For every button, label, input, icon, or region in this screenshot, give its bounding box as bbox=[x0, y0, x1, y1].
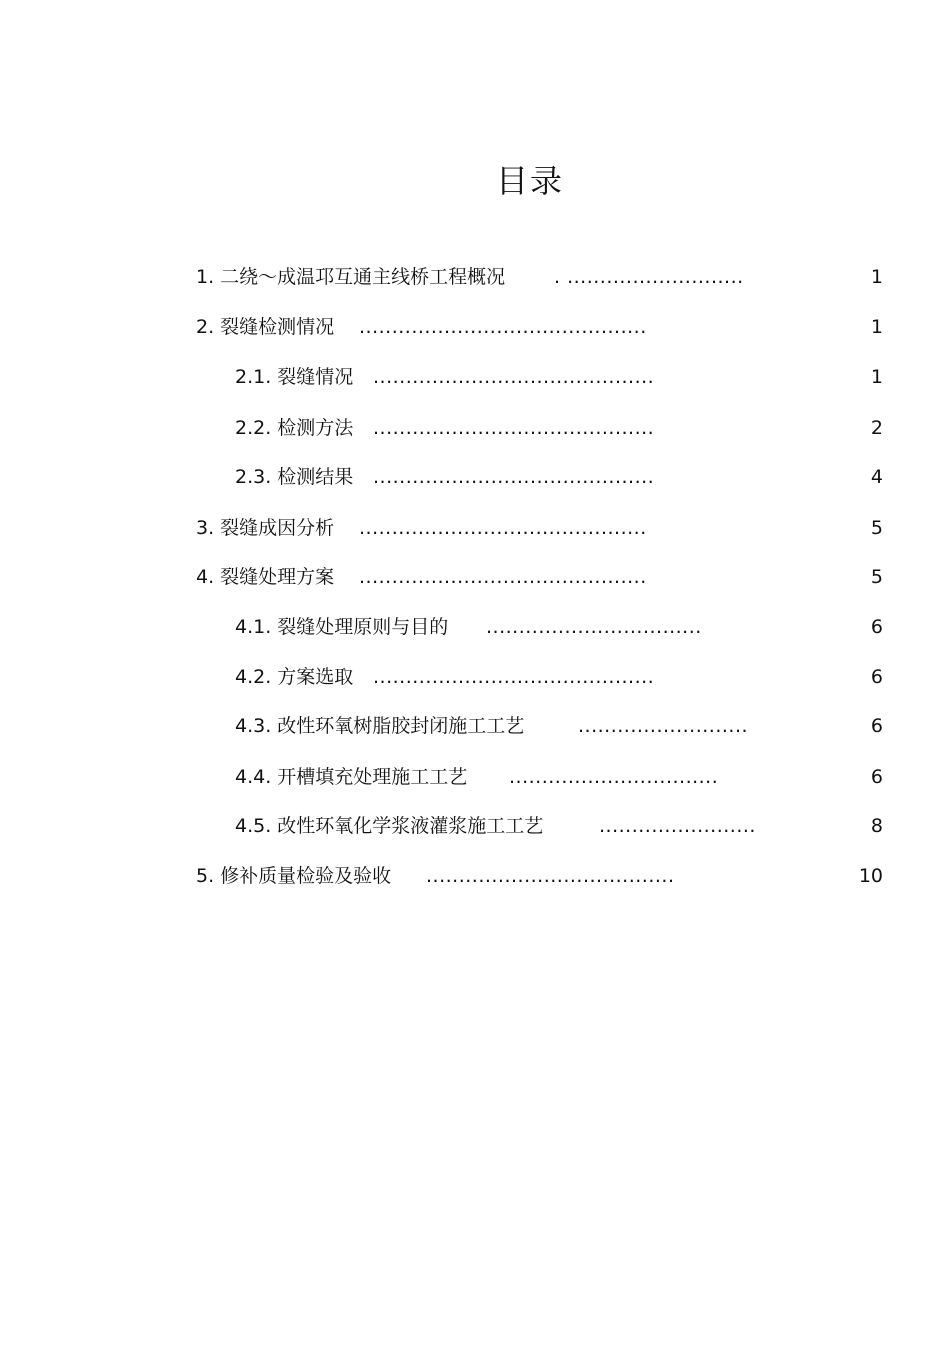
page-number: 1 bbox=[870, 316, 883, 338]
section-title: 二绕～成温邛互通主线桥工程概况 bbox=[220, 266, 506, 288]
toc-entry-label bbox=[235, 463, 353, 491]
toc-entry-4-3[interactable] bbox=[0, 712, 950, 740]
section-number: 4.1. bbox=[235, 616, 272, 638]
section-title: 裂缝情况 bbox=[277, 366, 354, 388]
page-number: 5 bbox=[870, 566, 883, 588]
toc-entry-label bbox=[235, 613, 448, 641]
section-number: 4.4. bbox=[235, 766, 272, 788]
section-title: 修补质量检验及验收 bbox=[220, 865, 392, 887]
toc-entry-4-2[interactable] bbox=[0, 663, 950, 691]
toc-entry-5[interactable] bbox=[0, 862, 950, 890]
toc-entry-4-4[interactable] bbox=[0, 763, 950, 791]
section-title: 检测方法 bbox=[277, 417, 354, 439]
page-number: 2 bbox=[870, 417, 883, 439]
dot-leader: ........................................... bbox=[373, 666, 655, 688]
dot-leader: ................................ bbox=[509, 766, 719, 788]
dot-leader: ............................................ bbox=[359, 517, 647, 539]
toc-entry-3[interactable] bbox=[0, 514, 950, 542]
toc-entry-2-1[interactable] bbox=[0, 363, 950, 391]
section-title: 裂缝检测情况 bbox=[220, 316, 335, 338]
toc-entry-label bbox=[235, 763, 467, 791]
section-number: 4.2. bbox=[235, 666, 272, 688]
toc-entry-2[interactable] bbox=[0, 313, 950, 341]
dot-leader: ................................. bbox=[486, 616, 702, 638]
section-title: 裂缝成因分析 bbox=[220, 517, 335, 539]
section-number: 2. bbox=[196, 316, 215, 338]
section-title: 裂缝处理原则与目的 bbox=[277, 616, 449, 638]
page-number: 6 bbox=[870, 766, 883, 788]
page-number: 6 bbox=[870, 616, 883, 638]
toc-entry-label bbox=[235, 663, 353, 691]
dot-leader: ........................................... bbox=[373, 366, 655, 388]
page-number: 4 bbox=[870, 466, 883, 488]
toc-entry-label bbox=[196, 862, 391, 890]
page-number: 6 bbox=[870, 666, 883, 688]
dot-leader: ........................ bbox=[599, 815, 756, 837]
page-number: 10 bbox=[858, 865, 883, 887]
dot-leader: . ........................... bbox=[554, 266, 744, 288]
page-number: 6 bbox=[870, 715, 883, 737]
toc-entry-label bbox=[235, 812, 543, 840]
section-number: 4. bbox=[196, 566, 215, 588]
page-number: 8 bbox=[870, 815, 883, 837]
toc-entry-2-2[interactable] bbox=[0, 414, 950, 442]
section-title: 方案选取 bbox=[277, 666, 354, 688]
section-number: 2.2. bbox=[235, 417, 272, 439]
dot-leader: .......................... bbox=[578, 715, 749, 737]
toc-entry-label bbox=[235, 712, 524, 740]
toc-entry-label bbox=[235, 363, 353, 391]
toc-entry-label bbox=[235, 414, 353, 442]
section-number: 2.3. bbox=[235, 466, 272, 488]
section-title: 开槽填充处理施工工艺 bbox=[277, 766, 468, 788]
section-title: 改性环氧树脂胶封闭施工工艺 bbox=[277, 715, 525, 737]
toc-entry-label bbox=[196, 313, 334, 341]
section-title: 改性环氧化学浆液灌浆施工工艺 bbox=[277, 815, 544, 837]
section-title: 裂缝处理方案 bbox=[220, 566, 335, 588]
dot-leader: ........................................... bbox=[373, 417, 655, 439]
page-number: 1 bbox=[870, 366, 883, 388]
dot-leader: ...................................... bbox=[426, 865, 675, 887]
toc-title: 目录 bbox=[495, 162, 564, 200]
section-number: 3. bbox=[196, 517, 215, 539]
page-number: 1 bbox=[870, 266, 883, 288]
section-title: 检测结果 bbox=[277, 466, 354, 488]
dot-leader: ........................................... bbox=[373, 466, 655, 488]
page-number: 5 bbox=[870, 517, 883, 539]
section-number: 2.1. bbox=[235, 366, 272, 388]
toc-entry-label bbox=[196, 263, 505, 291]
section-number: 1. bbox=[196, 266, 215, 288]
toc-entry-2-3[interactable] bbox=[0, 463, 950, 491]
toc-entry-4-5[interactable] bbox=[0, 812, 950, 840]
section-number: 4.5. bbox=[235, 815, 272, 837]
dot-leader: ............................................ bbox=[359, 316, 647, 338]
toc-entry-label bbox=[196, 563, 334, 591]
dot-leader: ............................................ bbox=[359, 566, 647, 588]
toc-entry-label bbox=[196, 514, 334, 542]
toc-entry-4-1[interactable] bbox=[0, 613, 950, 641]
section-number: 5. bbox=[196, 865, 215, 887]
toc-entry-4[interactable] bbox=[0, 563, 950, 591]
section-number: 4.3. bbox=[235, 715, 272, 737]
toc-entry-1[interactable] bbox=[0, 263, 950, 291]
